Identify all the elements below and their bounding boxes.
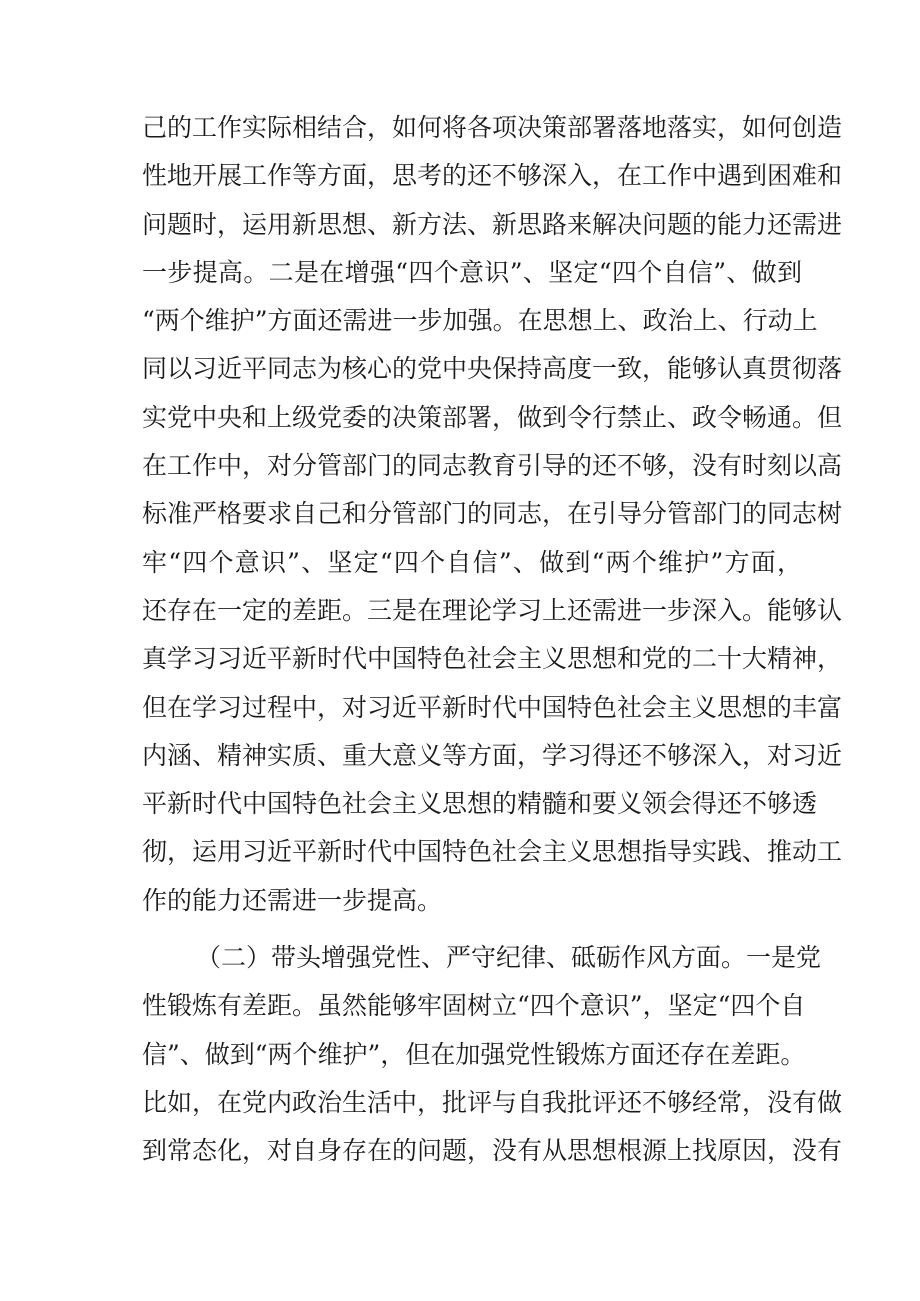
text-line: 比如，在党内政治生活中，批评与自我批评还不够经常，没有做 [142, 1087, 843, 1117]
text-line: 但在学习过程中，对习近平新时代中国特色社会主义思想的丰富 [142, 692, 843, 722]
text-line: 信”、做到“两个维护”，但在加强党性锻炼方面还存在差距。 [142, 1039, 806, 1069]
text-line: 同以习近平同志为核心的党中央保持高度一致，能够认真贯彻落 [142, 354, 843, 384]
text-line: 作的能力还需进一步提高。 [142, 885, 443, 915]
text-line: 真学习习近平新时代中国特色社会主义思想和党的二十大精神， [142, 644, 843, 674]
text-line: 牢“四个意识”、坚定“四个自信”、做到“两个维护”方面， [142, 547, 802, 577]
text-line: 平新时代中国特色社会主义思想的精髓和要义领会得还不够透 [142, 789, 818, 819]
text-line: 在工作中，对分管部门的同志教育引导的还不够，没有时刻以高 [142, 451, 843, 481]
text-line: 彻，运用习近平新时代中国特色社会主义思想指导实践、推动工 [142, 837, 843, 867]
text-line: （二）带头增强党性、严守纪律、砥砺作风方面。一是党 [196, 943, 822, 972]
text-line: 性地开展工作等方面，思考的还不够深入，在工作中遇到困难和 [142, 161, 843, 191]
text-line: 还存在一定的差距。三是在理论学习上还需进一步深入。能够认 [142, 595, 843, 625]
text-line: “两个维护”方面还需进一步加强。在思想上、政治上、行动上 [142, 306, 818, 336]
text-line: 到常态化，对自身存在的问题，没有从思想根源上找原因，没有 [142, 1136, 843, 1166]
text-line: 性锻炼有差距。虽然能够牢固树立“四个意识”，坚定“四个自 [142, 991, 806, 1021]
text-line: 实党中央和上级党委的决策部署，做到令行禁止、政令畅通。但 [142, 402, 843, 432]
text-line: 标准严格要求自己和分管部门的同志，在引导分管部门的同志树 [142, 499, 843, 529]
text-line: 己的工作实际相结合，如何将各项决策部署落地落实，如何创造 [142, 113, 843, 142]
paragraph-2 [142, 934, 843, 1175]
paragraph-1 [142, 104, 843, 925]
text-line: 内涵、精神实质、重大意义等方面，学习得还不够深入，对习近 [142, 740, 843, 770]
text-line: 问题时，运用新思想、新方法、新思路来解决问题的能力还需进 [142, 209, 843, 239]
text-line: 一步提高。二是在增强“四个意识”、坚定“四个自信”、做到 [142, 257, 802, 287]
